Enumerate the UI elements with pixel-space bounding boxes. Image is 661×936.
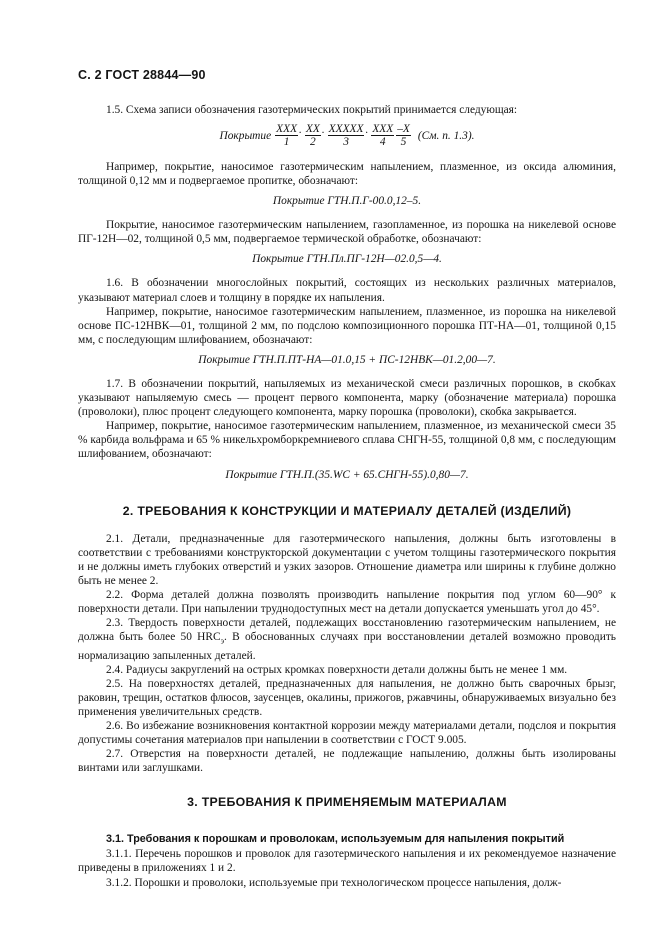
- designation-example-1: Покрытие ГТН.П.Г-00.0,12–5.: [272, 195, 422, 208]
- designation-scheme: Покрытие $\frac{\text{XXX}}{1}$ . $\frac{XX}{2}$ . $\frac{\text{XXXXX}}{3}$ . $\frac{\text{XXX}}{4}$ $\frac{-X}{5}$ (См. п. 1.3).: [219, 123, 475, 149]
- clause-1-5: 1.5. Схема записи обозначения газотермических покрытий принимается следующая:: [106, 104, 518, 116]
- example-4: Например, покрытие, наносимое газотермическим напылением, плазменное, из механической смеси 35 % карбида вольфрама и 65 % никельхромборкремниевого сплава СНГН-55, толщиной 0,8 мм, с последующим шлифованием, обозначают:: [78, 420, 616, 461]
- clause-1-7: 1.7. В обозначении покрытий, напыляемых из механической смеси различных порошков, в скобках указывают напыляемую смесь — процент первого компонента, марку (обозначение материала) порошка (проволоки), плюс процент следующего компонента, марку порошка (проволоки), скобка закрывается.: [78, 377, 616, 419]
- clause-1-6: 1.6. В обозначении многослойных покрытий, состоящих из нескольких различных материалов, указывают материал слоев и толщину в порядке их напыления.: [78, 277, 616, 304]
- designation-example-3: Покрытие ГТН.П.ПТ-НА—01.0,15 + ПС-12НВК—01.2,00—7.: [198, 353, 496, 366]
- section-3-title: 3. ТРЕБОВАНИЯ К ПРИМЕНЯЕМЫМ МАТЕРИАЛАМ: [187, 795, 507, 810]
- clause-2-1: 2.1. Детали, предназначенные для газотермического напыления, должны быть изготовлены в соответствии с требованиями конструкторской документации с учетом толщины газотермического покрытия и не должны иметь глубоких отверстий и узких зазоров. Отношение диаметра или ширины к глубине должно быть не менее 2.: [78, 532, 616, 587]
- clause-2-2: 2.2. Форма деталей должна позволять производить напыление покрытия под углом 60—90° к поверхности детали. При напылении труднодоступных мест на детали допускается уменьшать угол до 45°.: [78, 588, 616, 615]
- scheme-part-2: $\frac{XX}{2}$: [305, 123, 320, 149]
- example-3: Например, покрытие, наносимое газотермическим напылением, плазменное, из порошка на никелевой основе ПС-12НВК—01, толщиной 2 мм, по подслою композиционного порошка ПТ-НА—01, толщиной 0,15 мм, с последующим шлифованием, обозначают:: [78, 305, 616, 346]
- example-2: Покрытие, наносимое газотермическим напылением, газопламенное, из порошка на никелевой основе ПГ-12Н—02, толщиной 0,5 мм, подвергаемое термической обработке, обозначают:: [78, 219, 616, 246]
- clause-2-6: 2.6. Во избежание возникновения контактной коррозии между материалами детали, подслоя и покрытия допустимы сочетания материалов при напылении в соответствии с ГОСТ 9.005.: [78, 720, 616, 747]
- scheme-note: (См. п. 1.3).: [417, 129, 475, 142]
- clause-2-5: 2.5. На поверхностях деталей, предназначенных для напыления, не должно быть сварочных брызг, раковин, трещин, остатков флюсов, заусенцев, окалины, прижогов, ржавчины, обнаруживаемых визуально без применения увеличительных средств.: [78, 677, 616, 718]
- clause-3-1-1: 3.1.1. Перечень порошков и проволок для газотермического напыления и их рекомендуемое назначение приведены в приложениях 1 и 2.: [78, 848, 616, 875]
- clause-2-7: 2.7. Отверстия на поверхности деталей, не подлежащие напылению, должны быть изолированы винтами или заглушками.: [78, 748, 616, 775]
- scheme-word: Покрытие: [219, 129, 272, 142]
- example-1: Например, покрытие, наносимое газотермическим напылением, плазменное, из оксида алюминия, толщиной 0,12 мм и подвергаемое пропитке, обозначают:: [78, 161, 616, 188]
- clause-3-1-2: 3.1.2. Порошки и проволоки, используемые при технологическом процессе напыления, долж-: [106, 876, 562, 889]
- page-header: С. 2 ГОСТ 28844—90: [78, 68, 206, 82]
- scheme-part-3: $\frac{\text{XXXXX}}{3}$: [328, 123, 364, 149]
- subsection-3-1-title: 3.1. Требования к порошкам и проволокам, используемым для напыления покрытий: [106, 833, 565, 846]
- document-page: [78, 68, 616, 890]
- section-2-title: 2. ТРЕБОВАНИЯ К КОНСТРУКЦИИ И МАТЕРИАЛУ ДЕТАЛЕЙ (ИЗДЕЛИЙ): [122, 503, 572, 518]
- scheme-part-1: $\frac{\text{XXX}}{1}$: [276, 123, 298, 149]
- designation-example-4: Покрытие ГТН.П.(35.WC + 65.СНГН-55).0,80—7.: [225, 468, 469, 481]
- clause-2-4: 2.4. Радиусы закруглений на острых кромках поверхности детали должны быть не менее 1 мм.: [106, 663, 568, 676]
- clause-2-3: 2.3. Твердость поверхности деталей, подлежащих восстановлению газотермическим напылением, не должна быть более 50 $HRC_э$. В обоснованных случаях при восстановлении деталей возможно проводить нормализацию запыленных деталей.: [78, 617, 616, 662]
- designation-example-2: Покрытие ГТН.Пл.ПГ-12Н—02.0,5—4.: [252, 253, 442, 266]
- scheme-part-4: $\frac{\text{XXX}}{4}$: [372, 123, 394, 149]
- scheme-part-5: $\frac{-X}{5}$: [397, 123, 410, 149]
